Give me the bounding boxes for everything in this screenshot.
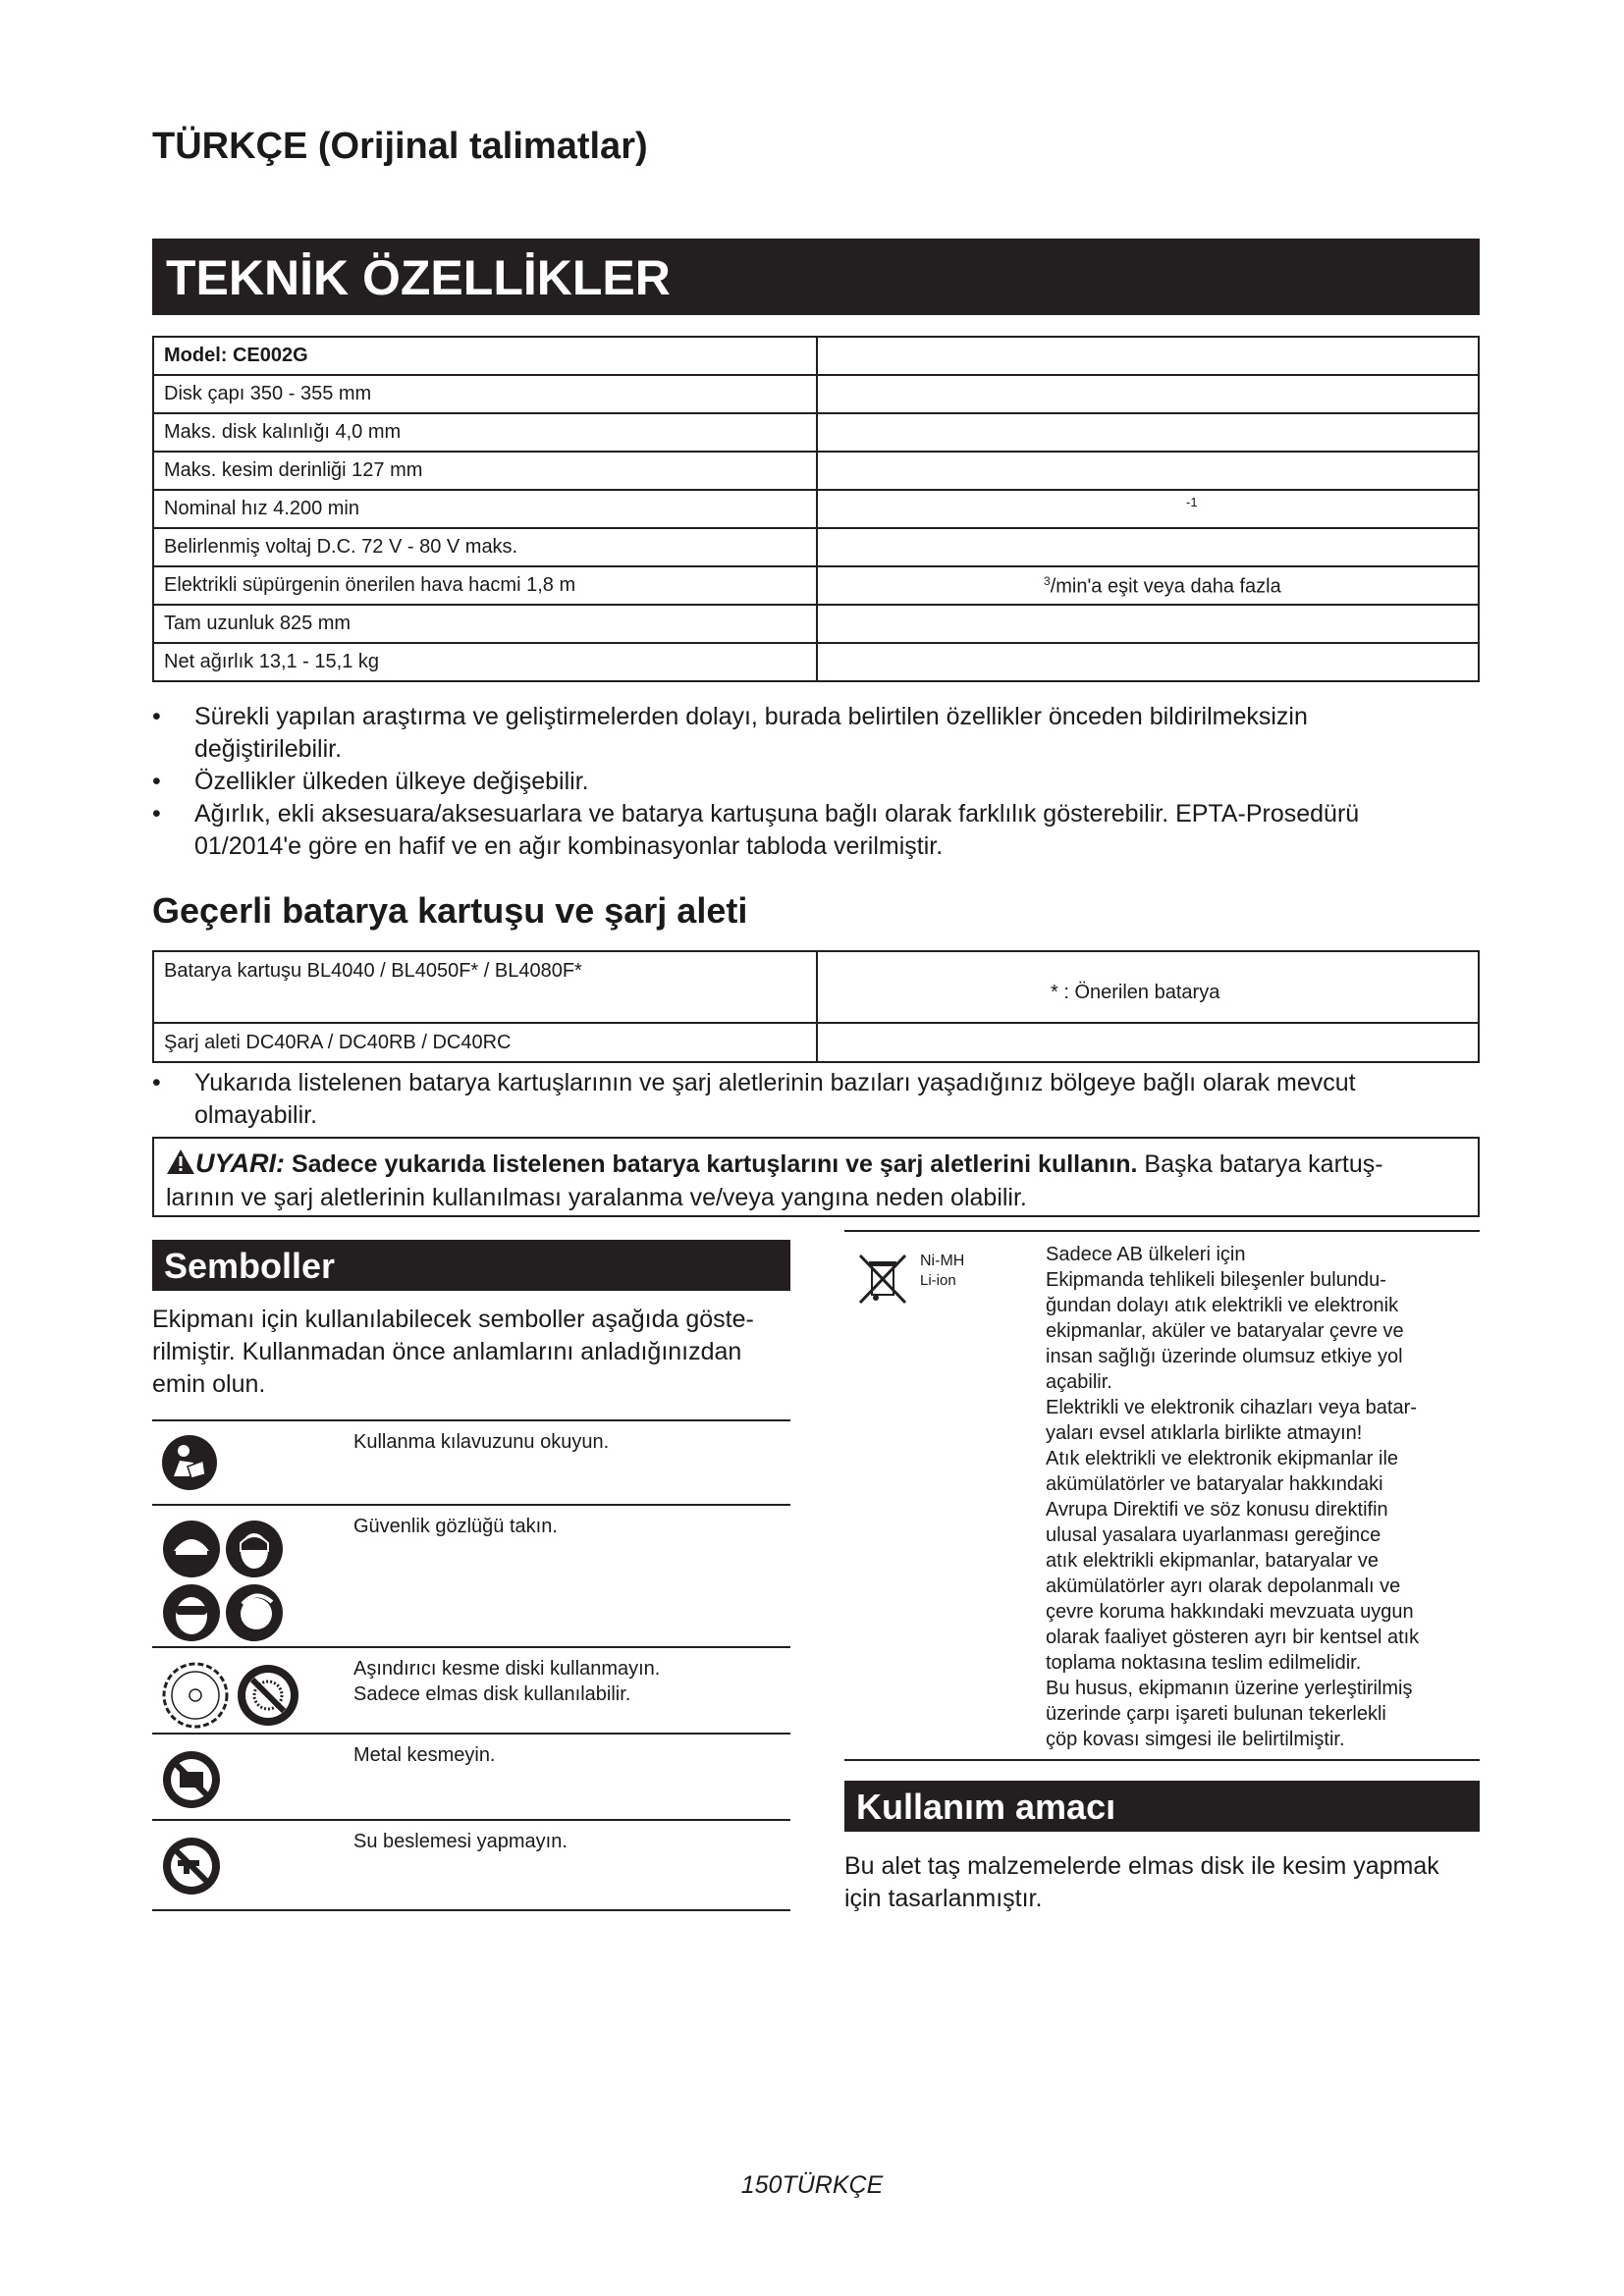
model-cell: Model: CE002G [153, 337, 817, 375]
eye-protection-icon-group [160, 1518, 288, 1650]
ear-protection-icon [226, 1584, 283, 1641]
table-row [153, 951, 1479, 1023]
blank-cell [817, 1023, 1479, 1062]
spec-airflow: Elektrikli süpürgenin önerilen hava hacmi 1,8 m [153, 566, 817, 605]
table-row [153, 413, 1479, 452]
blank-cell [817, 375, 1479, 413]
page-footer: 150TÜRKÇE [740, 2171, 884, 2199]
spec-disk-thickness: Maks. disk kalınlığı 4,0 mm [153, 413, 817, 452]
blank-cell [817, 413, 1479, 452]
symbol-text: Su beslemesi yapmayın. [353, 1831, 568, 1852]
speed-unit-exponent: -1 [1186, 495, 1198, 509]
speed-unit-cell [817, 490, 1479, 528]
symbol-row-safety-glasses [152, 1504, 790, 1648]
read-manual-icon [160, 1433, 219, 1497]
purpose-text: Bu alet taş malzemelerde elmas disk ile kesim yapmak için tasarlanmıştır. [844, 1852, 1439, 1912]
table-row [153, 605, 1479, 643]
warning-text-2: larının ve şarj aletlerinin kullanılması yaralanma ve/veya yangına neden olabilir. [166, 1184, 1027, 1211]
weee-text: Sadece AB ülkeleri için Ekipmanda tehlikeli bileşenler bulundu- ğundan dolayı atık elektrikli ve elektronik ekipmanlar, aküler ve bataryalar çevre ve insan sağlığı üzerinde olumsuz etkiye yol açabilir. Elektrikli ve elektronik cihazları veya batar- yaları evsel atıklarla birlikte atmayın! Atık elektrikli ve elektronik ekipmanlar ile akümülatörler ve bataryalar hakkındaki Avrupa Direktifi ve söz konusu direktifin ulusal yasalara uyarlanması gereğince atık elektrikli ekipmanlar, bataryalar ve akümülatörler ayrı olarak depolanmalı ve çevre koruma hakkındaki mevzuata uygun olarak faaliyet gösteren ayrı bir kentsel atık toplama noktasına teslim edilmelidir. Bu husus, ekipmanın üzerine yerleştirilmiş üzerinde çarpı işareti bulunan tekerlekli çöp kovası simgesi ile belirtilmiştir. [1046, 1244, 1420, 1750]
warning-label: UYARI: [195, 1148, 285, 1178]
blank-cell [817, 452, 1479, 490]
table-row [153, 452, 1479, 490]
table-row [153, 643, 1479, 681]
disc-icon-group [160, 1660, 307, 1735]
battery-section-title: Geçerli batarya kartuşu ve şarj aleti [152, 890, 748, 931]
specs-section-title: TEKNİK ÖZELLİKLER [152, 239, 1480, 315]
battery-table [152, 950, 1480, 1063]
bullet-icon: • [152, 703, 161, 730]
diamond-disc-icon [164, 1664, 227, 1727]
symbol-row-no-water [152, 1819, 790, 1911]
spec-overall-length: Tam uzunluk 825 mm [153, 605, 817, 643]
blank-cell [817, 337, 1479, 375]
spec-disk-diameter: Disk çapı 350 - 355 mm [153, 375, 817, 413]
battery-cartridge-cell: Batarya kartuşu BL4040 / BL4050F* / BL4080F* [153, 951, 817, 1023]
spec-rated-voltage: Belirlenmiş voltaj D.C. 72 V - 80 V maks. [153, 528, 817, 566]
symbol-text: Metal kesmeyin. [353, 1744, 496, 1766]
list-item: • Yukarıda listelenen batarya kartuşlarının ve şarj aletlerinin bazıları yaşadığınız bölgeye bağlı olarak mevcut olmayabilir. [152, 1069, 1356, 1129]
symbol-row-no-metal [152, 1733, 790, 1821]
battery-notes-list [152, 1067, 1480, 1132]
page-language-title: TÜRKÇE (Orijinal talimatlar) [152, 126, 648, 167]
blank-cell [817, 605, 1479, 643]
goggles-icon [163, 1584, 220, 1641]
symbols-section-title: Semboller [152, 1240, 790, 1291]
airflow-unit-text: /min'a eşit veya daha fazla [1050, 575, 1281, 598]
warning-triangle-icon [166, 1148, 195, 1175]
blank-cell [817, 643, 1479, 681]
face-shield-icon [226, 1521, 283, 1577]
bullet-icon: • [152, 768, 161, 795]
no-abrasive-disc-icon [238, 1665, 298, 1726]
symbol-row-no-abrasive-disc [152, 1646, 790, 1735]
specs-table [152, 336, 1480, 682]
table-row [153, 1023, 1479, 1062]
spec-nominal-speed: Nominal hız 4.200 min [153, 490, 817, 528]
no-metal-cutting-icon [160, 1746, 223, 1814]
symbols-intro: Ekipmanı için kullanılabilecek semboller aşağıda göste- rilmiştir. Kullanmadan önce anlamlarını anladığınızdan emin olun. [152, 1306, 754, 1398]
bullet-icon: • [152, 1069, 161, 1096]
spec-net-weight: Net ağırlık 13,1 - 15,1 kg [153, 643, 817, 681]
table-row [153, 566, 1479, 605]
warning-bold-text: Sadece yukarıda listelenen batarya kartuşlarını ve şarj aletlerini kullanın. [291, 1150, 1138, 1178]
symbol-text: Kullanma kılavuzunu okuyun. [353, 1431, 610, 1453]
table-row [153, 528, 1479, 566]
crossed-bin-icon [854, 1252, 911, 1313]
blank-cell [817, 528, 1479, 566]
list-item: • Ağırlık, ekli aksesuara/aksesuarlara ve batarya kartuşuna bağlı olarak farklılık gösterebilir. EPTA-Prosedürü 01/2014'e göre en hafif ve en ağır kombinasyonlar tabloda verilmiştir. [152, 800, 1360, 860]
table-row [153, 490, 1479, 528]
helmet-visor-icon [163, 1521, 220, 1577]
symbol-row-read-manual [152, 1419, 790, 1506]
symbol-text: Güvenlik gözlüğü takın. [353, 1516, 558, 1537]
purpose-section-title: Kullanım amacı [844, 1781, 1480, 1832]
table-row [153, 375, 1479, 413]
warning-text-1: Başka batarya kartuş- [1144, 1150, 1383, 1178]
charger-cell: Şarj aleti DC40RA / DC40RB / DC40RC [153, 1023, 817, 1062]
no-water-supply-icon [160, 1833, 223, 1900]
symbol-text: Aşındırıcı kesme diski kullanmayın. Sadece elmas disk kullanılabilir. [353, 1658, 661, 1705]
recommended-battery-note: * : Önerilen batarya [1051, 982, 1220, 1003]
bullet-icon: • [152, 800, 161, 828]
list-item: • Özellikler ülkeden ülkeye değişebilir. [152, 766, 1480, 798]
airflow-unit [1044, 574, 1281, 599]
table-row [153, 337, 1479, 375]
warning-box [152, 1137, 1480, 1217]
list-item: • Sürekli yapılan araştırma ve geliştirmelerden dolayı, burada belirtilen özellikler önceden bildirilmeksizin değiştirilebilir. [152, 703, 1308, 763]
airflow-unit-cell [817, 566, 1479, 605]
battery-chemistry-labels: Ni-MH Li-ion [920, 1253, 965, 1289]
spec-notes-list [152, 701, 1480, 863]
spec-cut-depth: Maks. kesim derinliği 127 mm [153, 452, 817, 490]
weee-notice [844, 1230, 1480, 1761]
airflow-unit-sup: 3 [1044, 574, 1051, 588]
